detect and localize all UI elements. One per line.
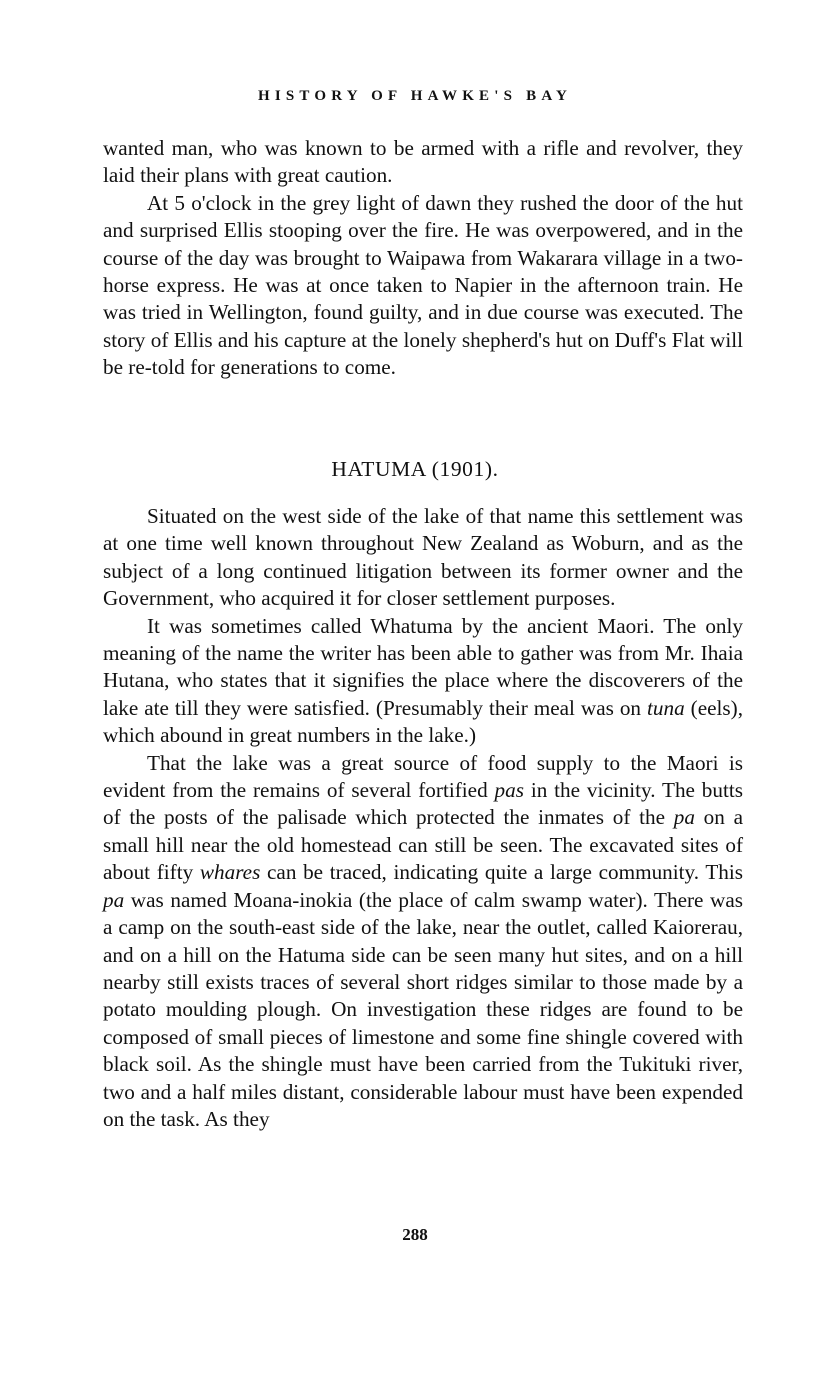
running-head: HISTORY OF HAWKE'S BAY	[257, 88, 573, 104]
maori-term: tuna	[647, 695, 685, 720]
paragraph: Situated on the west side of the lake of that name this settlement was at one time well known throughout New Zealand as Woburn, and as the subject of a long continued litigation between its former owner and the Government, who acquired it for closer settlement purposes.	[103, 504, 743, 611]
body-text-bottom	[103, 503, 743, 1133]
paragraph	[103, 613, 743, 750]
page-number: 288	[402, 1225, 428, 1244]
maori-term: whares	[199, 860, 261, 885]
paragraph: At 5 o'clock in the grey light of dawn they rushed the door of the hut and surprised Ellis stooping over the fire. He was overpowered, and in the course of the day was brought to Waipawa from Wakarara village in a two-horse express. He was at once taken to Napier in the afternoon train. He was tried in Wellington, found guilty, and in due course was executed. The story of Ellis and his capture at the lonely shepherd's hut on Duff's Flat will be re-told for generations to come.	[103, 190, 743, 380]
paragraph: wanted man, who was known to be armed with a rifle and revolver, they laid their plans with great caution.	[103, 136, 743, 188]
paragraph	[103, 750, 743, 1134]
text-run: It was sometimes called Whatuma by the ancient Maori. The only meaning of the name the writer has been able to gather was from Mr. Ihaia Hutana, who states that it signifies the place where the discoverers of the lake ate till they were satisfied. (Presumably their meal was on	[103, 613, 743, 720]
text-run: in the vicinity. The butts of the posts of the palisade which protected the inmates of the	[103, 778, 744, 830]
text-run: on a small hill near the old homestead can still be seen. The excavated sites of about fifty	[103, 805, 743, 885]
body-text-top	[103, 135, 743, 382]
section-title: HATUMA (1901).	[331, 457, 499, 481]
text-run: (eels), which abound in great numbers in the lake.)	[103, 695, 743, 748]
maori-term: pa	[103, 887, 125, 912]
text-run: was named Moana-inokia (the place of calm swamp water). There was a camp on the south-east side of the lake, near the outlet, called Kaiorerau, and on a hill on the Hatuma side can be seen many hut sites, and on a hill nearby still exists traces of several short ridges similar to those made by a potato moulding plough. On investigation these ridges are found to be composed of small pieces of limestone and some fine shingle covered with black soil. As the shingle must have been carried from the Tukituki river, two and a half miles distant, considerable labour must have been expended on the task. As they	[103, 887, 743, 1131]
maori-term: pa	[673, 805, 695, 830]
maori-term: pas	[494, 778, 524, 803]
text-run: can be traced, indicating quite a large community. This	[260, 860, 743, 885]
text-run: That the lake was a great source of food supply to the Maori is evident from the remains of several fortified	[103, 750, 743, 803]
